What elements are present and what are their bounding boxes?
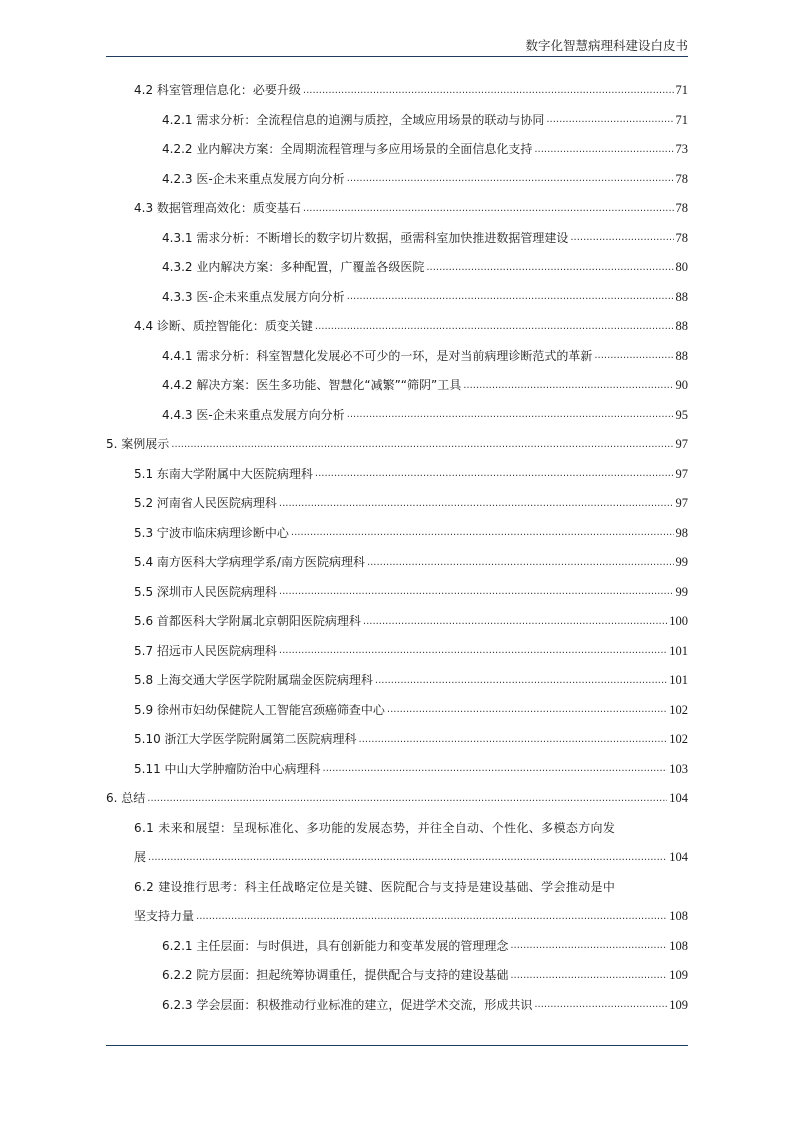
dot-leader <box>463 377 673 395</box>
dot-leader <box>315 465 674 483</box>
dot-leader <box>367 554 674 572</box>
toc-entry[interactable] <box>162 224 688 254</box>
toc-entry-title: 4.2.2 业内解决方案：全周期流程管理与多应用场景的全面信息化支持 <box>162 142 533 156</box>
toc-entry[interactable] <box>134 725 688 755</box>
toc-entry[interactable] <box>134 519 688 549</box>
toc-entry[interactable] <box>162 371 688 401</box>
dot-leader <box>363 613 667 631</box>
toc-entry-title: 4.3.1 需求分析：不断增长的数字切片数据，亟需科室加快推进数据管理建设 <box>162 230 569 245</box>
toc-page-number: 90 <box>675 378 688 392</box>
dot-leader <box>534 141 673 159</box>
footer-divider <box>106 1045 688 1046</box>
dot-leader <box>347 288 674 306</box>
toc-entry[interactable] <box>106 784 688 814</box>
dot-leader <box>347 170 674 188</box>
dot-leader <box>196 908 667 926</box>
toc-entry[interactable] <box>162 106 688 136</box>
toc-entry-title: 6. 总结 <box>106 791 146 805</box>
toc-entry[interactable] <box>162 401 688 431</box>
toc-entry-title: 6.2 建设推行思考：科主任战略定位是关键、医院配合与支持是建设基础、学会推动是中 <box>134 879 616 894</box>
dot-leader <box>279 583 674 601</box>
dot-leader <box>534 996 667 1014</box>
dot-leader <box>546 111 673 129</box>
toc-page-number: 100 <box>669 614 688 628</box>
toc-entry-title-continued: 坚支持力量 <box>134 909 195 923</box>
toc-entry[interactable] <box>162 932 688 962</box>
toc-page-number: 78 <box>675 201 688 215</box>
dot-leader <box>303 200 674 218</box>
toc-page-number: 102 <box>669 702 688 717</box>
toc-page-number: 71 <box>675 83 688 97</box>
header-divider <box>106 56 688 57</box>
toc-page-number: 78 <box>675 230 688 245</box>
toc-page-number: 98 <box>675 525 688 540</box>
toc-entry-title: 4.3.2 业内解决方案：多种配置，广覆盖各级医院 <box>162 260 425 274</box>
toc-entry[interactable] <box>134 460 688 490</box>
toc-entry-title: 4.4.3 医-企未来重点发展方向分析 <box>162 407 345 422</box>
toc-page-number: 71 <box>675 112 688 127</box>
toc-entry-title: 5. 案例展示 <box>106 437 170 451</box>
toc-page-number: 97 <box>675 437 688 451</box>
toc-entry-title: 5.9 徐州市妇幼保健院人工智能宫颈癌筛查中心 <box>134 702 385 717</box>
toc-entry-title: 6.2.3 学会层面：积极推动行业标准的建立，促进学术交流，形成共识 <box>162 997 533 1012</box>
dot-leader <box>147 790 667 808</box>
toc-page-number: 101 <box>669 643 688 658</box>
toc-entry-title: 5.2 河南省人民医院病理科 <box>134 496 277 510</box>
toc-page-number: 103 <box>669 761 688 776</box>
toc-entry-title-continued: 展 <box>134 850 147 864</box>
dot-leader <box>347 406 674 424</box>
toc-page-number: 109 <box>669 968 688 982</box>
toc-page-number: 104 <box>669 791 688 805</box>
toc-page-number: 99 <box>675 555 688 569</box>
toc-entry[interactable] <box>134 548 688 578</box>
toc-entry[interactable] <box>106 430 688 460</box>
toc-page-number: 97 <box>675 466 688 481</box>
document-title: 数字化智慧病理科建设白皮书 <box>525 38 688 53</box>
toc-entry-title: 5.6 首都医科大学附属北京朝阳医院病理科 <box>134 614 361 628</box>
toc-page-number: 88 <box>675 289 688 304</box>
toc-entry-title: 4.2 科室管理信息化：必要升级 <box>134 83 301 97</box>
dot-leader <box>315 318 674 336</box>
toc-entry[interactable] <box>162 961 688 991</box>
toc-entry[interactable] <box>162 165 688 195</box>
toc-entry-title: 5.3 宁波市临床病理诊断中心 <box>134 525 289 540</box>
toc-entry[interactable] <box>134 76 688 106</box>
dot-leader <box>594 347 673 365</box>
toc-page-number: 88 <box>675 319 688 333</box>
toc-entry-title: 5.7 招远市人民医院病理科 <box>134 643 277 658</box>
dot-leader <box>426 259 673 277</box>
dot-leader <box>279 495 674 513</box>
toc-entry-title: 4.3.3 医-企未来重点发展方向分析 <box>162 289 345 304</box>
dot-leader <box>359 731 668 749</box>
dot-leader <box>303 82 674 100</box>
toc-entry[interactable] <box>134 696 688 726</box>
toc-entry[interactable] <box>134 873 688 932</box>
toc-entry[interactable] <box>162 253 688 283</box>
toc-page-number: 108 <box>669 938 688 953</box>
toc-page-number: 80 <box>675 260 688 274</box>
toc-entry-title: 6.2.2 院方层面：担起统筹协调重任，提供配合与支持的建设基础 <box>162 968 509 982</box>
toc-entry[interactable] <box>134 607 688 637</box>
toc-entry[interactable] <box>162 135 688 165</box>
dot-leader <box>510 967 667 985</box>
toc-page-number: 108 <box>669 909 688 923</box>
toc-entry[interactable] <box>134 578 688 608</box>
toc-entry-title: 6.2.1 主任层面：与时俱进，具有创新能力和变革发展的管理理念 <box>162 938 509 953</box>
dot-leader <box>279 642 667 660</box>
dot-leader <box>148 849 667 867</box>
dot-leader <box>570 229 673 247</box>
toc-entry-title: 4.3 数据管理高效化：质变基石 <box>134 201 301 215</box>
toc-entry-title: 5.4 南方医科大学病理学系/南方医院病理科 <box>134 555 365 569</box>
toc-page-number: 99 <box>675 584 688 599</box>
toc-entry[interactable] <box>134 312 688 342</box>
toc-page-number: 88 <box>675 348 688 363</box>
toc-page-number: 109 <box>669 997 688 1012</box>
toc-entry-title: 5.10 浙江大学医学院附属第二医院病理科 <box>134 732 357 746</box>
dot-leader <box>375 672 667 690</box>
toc-page-number: 78 <box>675 171 688 186</box>
dot-leader <box>387 701 667 719</box>
toc-entry[interactable] <box>134 755 688 785</box>
toc-entry[interactable] <box>162 342 688 372</box>
toc-page-number: 102 <box>669 732 688 746</box>
toc-entry-title: 6.1 未来和展望：呈现标准化、多功能的发展态势，并往全自动、个性化、多模态方向发 <box>134 820 616 835</box>
toc-entry[interactable] <box>134 666 688 696</box>
toc-entry-title: 4.2.3 医-企未来重点发展方向分析 <box>162 171 345 186</box>
toc-entry-title: 4.4.2 解决方案：医生多功能、智慧化“减繁”“筛阴”工具 <box>162 378 462 392</box>
dot-leader <box>510 937 667 955</box>
toc-entry-title: 5.1 东南大学附属中大医院病理科 <box>134 466 313 481</box>
toc-entry[interactable] <box>162 991 688 1021</box>
toc-entry-title: 4.4 诊断、质控智能化：质变关键 <box>134 319 313 333</box>
dot-leader <box>323 760 668 778</box>
toc-page-number: 95 <box>675 407 688 422</box>
toc-entry-title: 5.5 深圳市人民医院病理科 <box>134 584 277 599</box>
toc-page-number: 97 <box>675 496 688 510</box>
toc-entry[interactable] <box>134 489 688 519</box>
toc-entry[interactable] <box>134 194 688 224</box>
toc-entry[interactable] <box>134 637 688 667</box>
toc-entry-title: 5.8 上海交通大学医学院附属瑞金医院病理科 <box>134 673 373 687</box>
toc-entry-title: 4.2.1 需求分析：全流程信息的追溯与质控，全域应用场景的联动与协同 <box>162 112 545 127</box>
toc-entry[interactable] <box>162 283 688 313</box>
dot-leader <box>291 524 674 542</box>
dot-leader <box>171 436 673 454</box>
toc-entry-title: 4.4.1 需求分析：科室智慧化发展必不可少的一环，是对当前病理诊断范式的革新 <box>162 348 593 363</box>
toc-page-number: 73 <box>675 142 688 156</box>
toc-entry-title: 5.11 中山大学肿瘤防治中心病理科 <box>134 761 321 776</box>
toc-entry[interactable] <box>134 814 688 873</box>
toc-page-number: 101 <box>669 673 688 687</box>
toc-page-number: 104 <box>669 850 688 864</box>
